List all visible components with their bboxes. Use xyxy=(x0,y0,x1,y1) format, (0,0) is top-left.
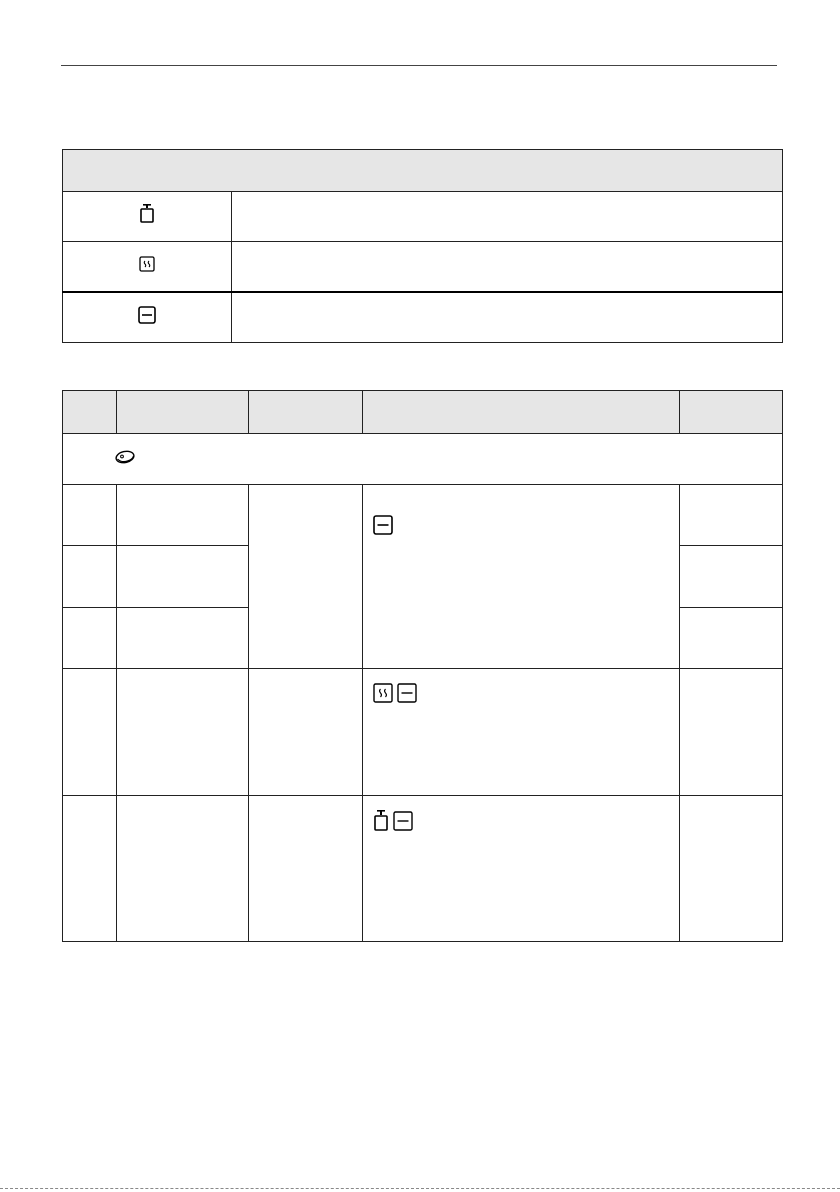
food-table-header-row xyxy=(63,391,783,434)
table-row xyxy=(63,485,783,546)
column-header xyxy=(63,391,117,434)
timer-icon xyxy=(373,810,389,837)
legend-text xyxy=(232,192,783,242)
column-header xyxy=(363,391,680,434)
table-row xyxy=(63,796,783,942)
grill-icon xyxy=(393,811,413,836)
column-header xyxy=(249,391,363,434)
bottom-heat-icon xyxy=(373,683,393,708)
column-header xyxy=(117,391,249,434)
legend-text xyxy=(232,242,783,293)
grill-icon xyxy=(138,306,156,329)
legend-row xyxy=(63,292,783,343)
bottom-heat-icon xyxy=(139,256,155,277)
grill-icon xyxy=(397,683,417,708)
column-header xyxy=(680,391,783,434)
legend-text xyxy=(232,292,783,343)
timer-icon xyxy=(139,204,155,229)
category-row xyxy=(63,434,783,485)
grill-icon xyxy=(373,515,393,540)
legend-header xyxy=(63,150,783,192)
legend-row xyxy=(63,242,783,293)
meat-icon xyxy=(114,449,136,470)
header-rule xyxy=(61,65,777,66)
food-settings-table xyxy=(62,390,783,942)
footer-rule xyxy=(0,1188,840,1189)
legend-row xyxy=(63,192,783,242)
symbol-legend-table xyxy=(62,149,783,343)
legend-header-row xyxy=(63,150,783,192)
table-row xyxy=(63,669,783,796)
